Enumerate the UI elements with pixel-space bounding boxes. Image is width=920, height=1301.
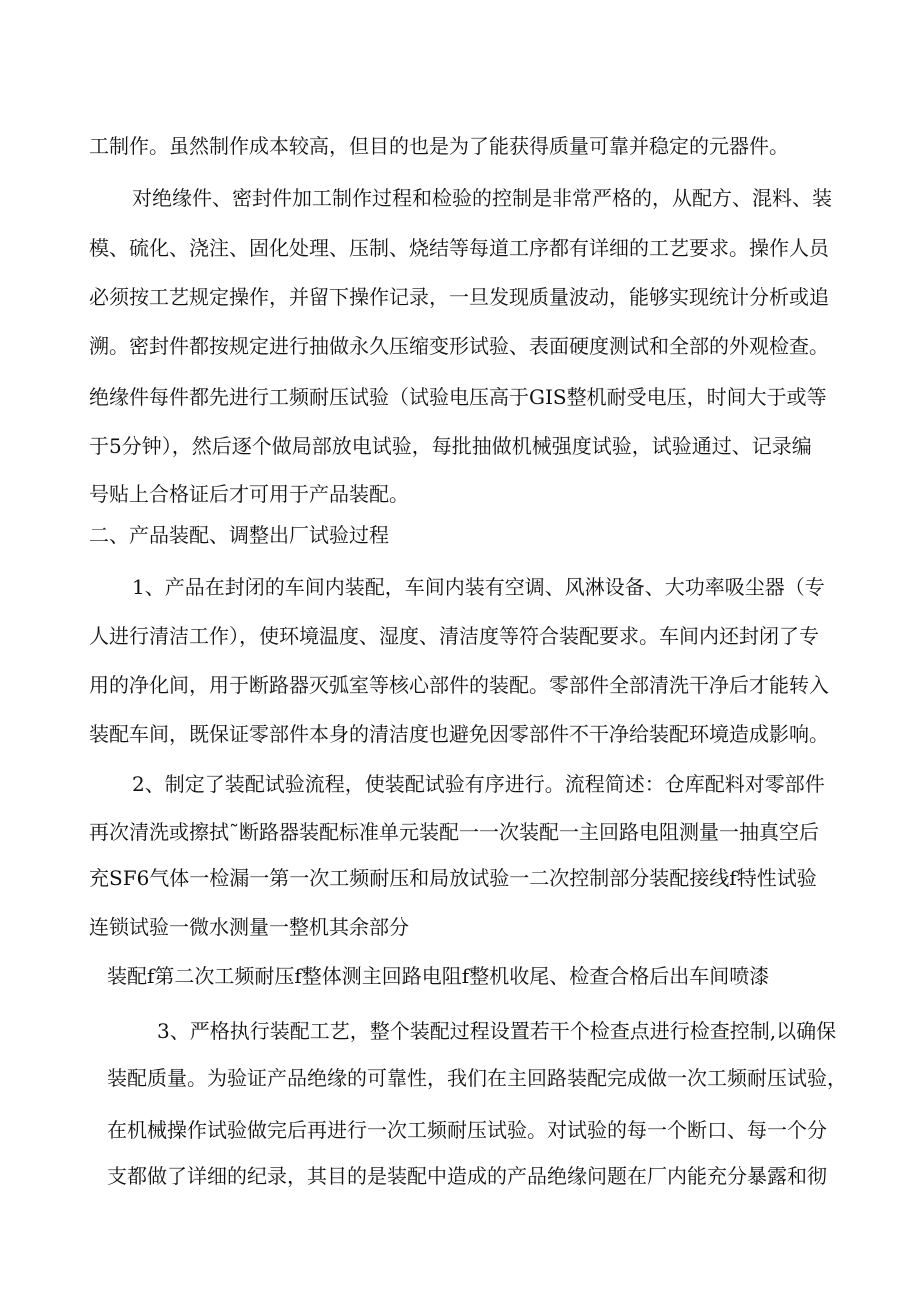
text-line: 连锁试验一微水测量一整机其余部分 bbox=[89, 915, 409, 939]
text-line: 绝缘件每件都先进行工频耐压试验（试验电压高于GIS整机耐受电压，时间大于或等 bbox=[89, 385, 827, 409]
text-line: 溯。密封件都按规定进行抽做永久压缩变形试验、表面硬度测试和全部的外观检查。 bbox=[89, 334, 829, 358]
text-line: 2、制定了装配试验流程，使装配试验有序进行。流程简述：仓库配料对零部件 bbox=[132, 772, 825, 796]
text-line: 于5分钟），然后逐个做局部放电试验，每批抽做机械强度试验，试验通过、记录编 bbox=[89, 434, 812, 458]
text-line: 在机械操作试验做完后再进行一次工频耐压试验。对试验的每一个断口、每一个分 bbox=[107, 1118, 827, 1142]
text-line: 再次清洗或擦拭˜断路器装配标准单元装配一一次装配一主回路电阻测量一抽真空后 bbox=[89, 820, 819, 844]
text-line: 装配f第二次工频耐压f整体测主回路电阻f整机收尾、检查合格后出车间喷漆 bbox=[107, 964, 770, 988]
text-line: 3、严格执行装配工艺，整个装配过程设置若干个检查点进行检查控制,以确保 bbox=[157, 1019, 837, 1043]
text-line: 对绝缘件、密封件加工制作过程和检验的控制是非常严格的，从配方、混料、装 bbox=[132, 186, 832, 210]
text-line: 装配质量。为验证产品绝缘的可靠性，我们在主回路装配完成做一次工频耐压试验， bbox=[107, 1066, 847, 1090]
text-line: 必须按工艺规定操作，并留下操作记录，一旦发现质量波动，能够实现统计分析或追 bbox=[89, 285, 829, 309]
text-line: 1、产品在封闭的车间内装配，车间内装有空调、风淋设备、大功率吸尘器（专 bbox=[132, 575, 825, 599]
text-line: 充SF6气体一检漏一第一次工频耐压和局放试验一二次控制部分装配接线f特性试验 bbox=[89, 866, 817, 890]
text-line: 支都做了详细的纪录，其目的是装配中造成的产品绝缘问题在厂内能充分暴露和彻 bbox=[107, 1164, 827, 1188]
text-line: 装配车间，既保证零部件本身的清洁度也避免因零部件不干净给装配环境造成影响。 bbox=[89, 722, 829, 746]
text-line: 用的净化间，用于断路器灭弧室等核心部件的装配。零部件全部清洗干净后才能转入 bbox=[89, 673, 829, 697]
text-line: 工制作。虽然制作成本较高，但目的也是为了能获得质量可靠并稳定的元器件。 bbox=[89, 134, 789, 158]
text-line: 人进行清洁工作），使环境温度、湿度、清洁度等符合装配要求。车间内还封闭了专 bbox=[89, 624, 819, 648]
section-heading: 二、产品装配、调整出厂试验过程 bbox=[89, 523, 389, 547]
text-line: 号贴上合格证后才可用于产品装配。 bbox=[89, 482, 409, 506]
text-line: 模、硫化、浇注、固化处理、压制、烧结等每道工序都有详细的工艺要求。操作人员 bbox=[89, 236, 829, 260]
